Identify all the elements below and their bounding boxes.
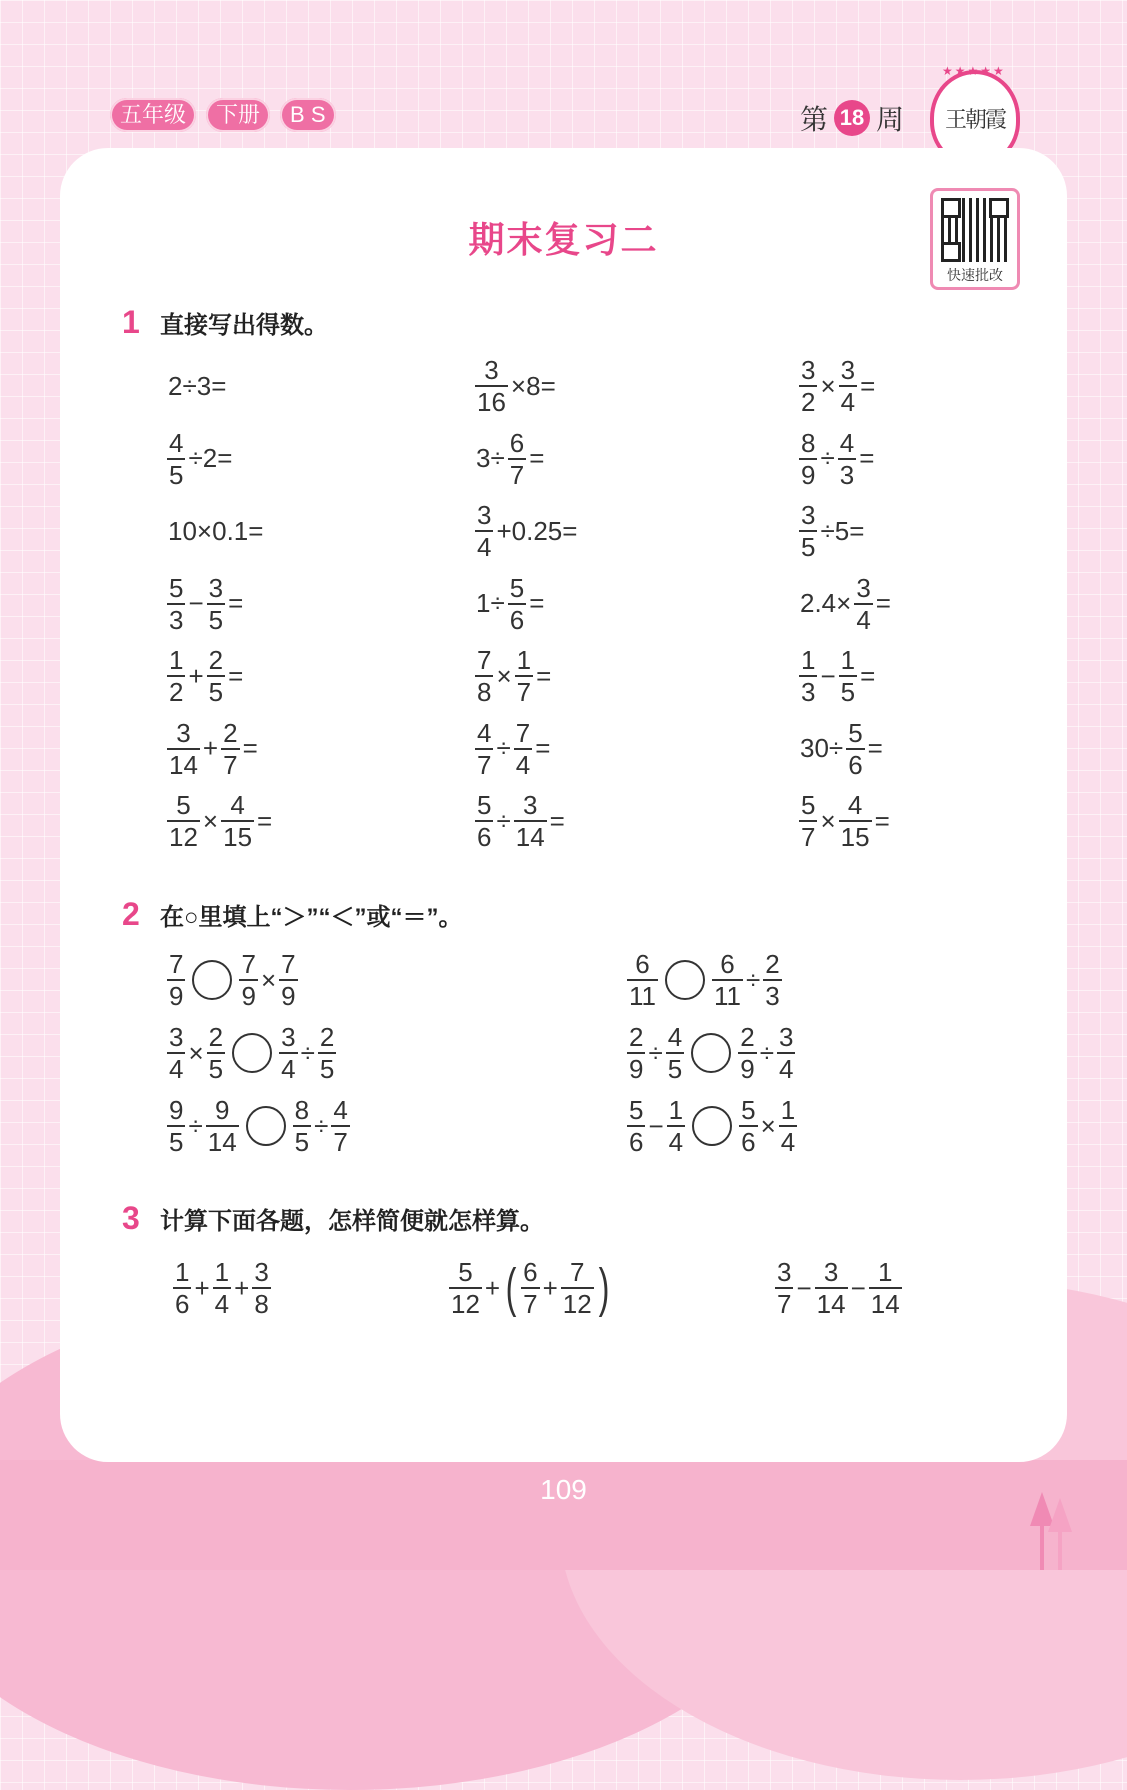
fraction-numerator: 2 (740, 1022, 755, 1052)
section-number: 1 (122, 304, 140, 340)
expression-text: ÷ (496, 805, 511, 836)
fraction-numerator: 1 (780, 1095, 796, 1125)
fraction (799, 357, 817, 415)
fraction (167, 572, 185, 635)
fraction-denominator: 12 (169, 822, 198, 852)
math-expression (626, 948, 783, 1012)
fraction-denominator: 5 (169, 1127, 184, 1157)
volume-tag: 下册 (206, 98, 270, 132)
expression-text: × (188, 1037, 204, 1068)
fraction-denominator: 9 (241, 981, 256, 1011)
math-expression[interactable] (798, 789, 892, 853)
fraction-denominator: 14 (169, 749, 198, 780)
fraction-denominator: 2 (169, 677, 184, 707)
fraction-numerator: 1 (516, 645, 532, 675)
math-expression[interactable] (474, 499, 579, 563)
fraction-numerator: 3 (281, 1022, 296, 1052)
fraction-numerator: 9 (169, 1095, 184, 1125)
comparison-circle[interactable] (246, 1106, 286, 1146)
expression-text: ÷ (759, 1037, 774, 1068)
comparison-circle[interactable] (192, 960, 232, 1000)
expression-text: = (867, 733, 883, 763)
fraction-denominator: 4 (668, 1127, 684, 1157)
fraction-numerator: 5 (169, 572, 184, 603)
fraction-numerator: 7 (169, 949, 184, 979)
expression-text: = (860, 660, 876, 691)
math-expression[interactable] (166, 717, 260, 781)
math-expression[interactable] (474, 572, 546, 636)
fraction (869, 1259, 902, 1317)
fraction-denominator: 14 (870, 1289, 900, 1319)
expression-text: 1÷ (476, 588, 505, 618)
math-expression[interactable] (474, 427, 546, 491)
fraction-numerator: 7 (477, 645, 492, 675)
math-expression (626, 1094, 798, 1158)
fraction (738, 1024, 756, 1082)
fraction-denominator: 4 (214, 1289, 230, 1319)
fraction (799, 502, 817, 560)
parenthesis: ( (505, 1258, 517, 1318)
fraction (815, 1259, 848, 1317)
fraction-numerator: 3 (254, 1257, 269, 1287)
fraction (173, 1259, 191, 1317)
fraction-numerator: 7 (515, 717, 531, 748)
fraction-numerator: 4 (839, 427, 855, 458)
fraction-numerator: 3 (823, 1257, 839, 1287)
fraction-numerator: 3 (169, 1022, 184, 1052)
expression-text: ÷ (820, 443, 835, 473)
fraction-numerator: 3 (856, 572, 871, 603)
fraction (508, 427, 526, 490)
fraction-numerator: 4 (847, 790, 863, 820)
fraction-numerator: 6 (720, 949, 735, 979)
fraction-numerator: 5 (801, 790, 816, 820)
parenthesis: ) (598, 1258, 610, 1318)
fraction-denominator: 4 (840, 387, 856, 417)
fraction (839, 357, 857, 415)
page-title: 期末复习二 (468, 219, 659, 260)
expression-text: 30÷ (800, 733, 844, 763)
fraction-numerator: 5 (629, 1095, 644, 1125)
fraction (846, 717, 864, 780)
fraction-denominator: 12 (451, 1289, 480, 1319)
expression-text: ÷ (496, 733, 511, 763)
fraction-denominator: 14 (816, 1289, 846, 1319)
fraction-denominator: 5 (840, 677, 856, 707)
expression-text: ÷ (188, 1110, 203, 1141)
star-icon: ★★★★★ (942, 64, 1006, 78)
expression-text: + (484, 1272, 501, 1303)
expression-text: − (820, 660, 836, 691)
fraction (515, 647, 533, 705)
expression-text: ÷ (314, 1110, 329, 1141)
fraction (475, 647, 493, 705)
fraction-denominator: 16 (477, 387, 506, 417)
fraction-numerator: 3 (484, 355, 499, 385)
fraction-denominator: 9 (740, 1054, 755, 1084)
fraction (252, 1259, 270, 1317)
fraction-denominator: 2 (801, 387, 816, 417)
fraction-denominator: 5 (319, 1054, 335, 1084)
fraction-numerator: 4 (477, 717, 492, 748)
fraction-numerator: 6 (635, 949, 650, 979)
fraction-numerator: 4 (333, 1095, 348, 1125)
fraction-numerator: 8 (294, 1095, 310, 1125)
math-expression[interactable] (474, 789, 567, 853)
fraction (627, 1097, 645, 1155)
fraction-numerator: 1 (169, 645, 184, 675)
fraction (167, 1097, 185, 1155)
expression-text: = (535, 733, 551, 763)
math-expression[interactable] (448, 1256, 613, 1320)
fraction-denominator: 15 (840, 822, 870, 852)
fraction-denominator: 4 (515, 749, 531, 780)
fraction (221, 792, 254, 850)
fraction-denominator: 6 (175, 1289, 190, 1319)
expression-text: = (228, 660, 244, 691)
fraction-denominator: 14 (207, 1127, 237, 1157)
expression-text: = (874, 805, 890, 836)
fraction (514, 717, 532, 780)
expression-text: + (542, 1272, 558, 1303)
fraction-denominator: 9 (801, 459, 816, 490)
fraction (799, 792, 817, 850)
fraction (514, 792, 547, 850)
fraction (167, 647, 185, 705)
fraction-denominator: 7 (509, 459, 525, 490)
fraction-denominator: 5 (667, 1054, 683, 1084)
expression-text: − (796, 1272, 812, 1303)
fraction-denominator: 9 (169, 981, 184, 1011)
fraction (475, 792, 493, 850)
fraction-numerator: 3 (477, 500, 492, 530)
fraction-denominator: 7 (223, 749, 238, 780)
fraction (475, 717, 493, 780)
fraction (839, 647, 857, 705)
expression-text: × (496, 660, 512, 691)
expression-text: × (260, 964, 277, 995)
section-number: 2 (122, 896, 140, 932)
fraction-numerator: 1 (175, 1257, 190, 1287)
fraction (213, 1259, 231, 1317)
expression-text: 2.4× (800, 588, 852, 618)
fraction (207, 572, 225, 635)
fraction (763, 951, 781, 1009)
fraction (799, 427, 817, 490)
fraction (777, 1024, 795, 1082)
fraction (167, 792, 200, 850)
math-expression (626, 1021, 796, 1085)
expression-text: × (820, 370, 836, 401)
fraction (167, 951, 185, 1009)
fraction (561, 1259, 594, 1317)
fraction (449, 1259, 482, 1317)
fraction-denominator: 6 (741, 1127, 756, 1157)
fraction-numerator: 5 (509, 572, 525, 603)
fraction (779, 1097, 797, 1155)
fraction-numerator: 5 (477, 790, 492, 820)
comparison-circle[interactable] (691, 1033, 731, 1073)
fraction-numerator: 1 (877, 1257, 893, 1287)
fraction-denominator: 11 (629, 981, 656, 1011)
fraction-numerator: 4 (169, 427, 184, 458)
fraction-denominator: 7 (333, 1127, 348, 1157)
fraction (712, 951, 743, 1009)
week-suffix: 周 (876, 104, 905, 135)
expression-text: 2÷3= (168, 370, 227, 401)
fraction (331, 1097, 349, 1155)
expression-text: ÷ (648, 1037, 663, 1068)
expression-text: ÷ (300, 1037, 315, 1068)
math-expression[interactable] (798, 644, 877, 708)
comparison-circle[interactable] (232, 1033, 272, 1073)
fraction-denominator: 5 (208, 1054, 224, 1084)
fraction-denominator: 5 (801, 532, 816, 562)
arrow-up-icon (1030, 1492, 1074, 1570)
fraction-denominator: 4 (169, 1054, 184, 1084)
fraction (739, 1097, 757, 1155)
fraction-denominator: 3 (169, 604, 184, 635)
expression-text: = (529, 443, 545, 473)
fraction (667, 1097, 685, 1155)
fraction-denominator: 12 (562, 1289, 592, 1319)
week-number-badge: 18 (834, 100, 870, 136)
fraction-numerator: 1 (801, 645, 816, 675)
fraction (666, 1024, 684, 1082)
fraction-denominator: 3 (839, 459, 855, 490)
fraction (318, 1024, 336, 1082)
section-instruction: 计算下面各题，怎样简便就怎样算。 (160, 1208, 544, 1235)
fraction (521, 1259, 539, 1317)
math-expression[interactable] (474, 644, 553, 708)
fraction (839, 792, 872, 850)
fraction (475, 502, 493, 560)
fraction-denominator: 11 (714, 981, 741, 1011)
fraction-numerator: 2 (208, 1022, 224, 1052)
expression-text: = (257, 805, 273, 836)
week-prefix: 第 (800, 104, 829, 135)
fraction (838, 427, 856, 490)
grade-tag: 五年级 (110, 98, 196, 132)
fraction-numerator: 5 (458, 1257, 473, 1287)
fraction-numerator: 3 (840, 355, 856, 385)
section-number: 3 (122, 1200, 140, 1236)
section-3-heading (122, 1200, 544, 1237)
math-expression[interactable] (166, 499, 265, 563)
comparison-circle[interactable] (665, 960, 705, 1000)
fraction-numerator: 7 (569, 1257, 585, 1287)
fraction-numerator: 7 (241, 949, 256, 979)
comparison-circle[interactable] (692, 1106, 732, 1146)
expression-text: = (529, 588, 545, 618)
expression-text: − (648, 1110, 664, 1141)
fraction-numerator: 2 (223, 717, 238, 748)
fraction (221, 717, 239, 780)
expression-text: = (875, 588, 891, 618)
fraction-denominator: 4 (780, 1127, 796, 1157)
fraction-denominator: 7 (777, 1289, 792, 1319)
fraction-numerator: 4 (230, 790, 245, 820)
expression-text: + (194, 1272, 210, 1303)
fraction-numerator: 3 (208, 572, 224, 603)
fraction (167, 1024, 185, 1082)
fraction-denominator: 6 (477, 822, 492, 852)
fraction (475, 357, 508, 415)
math-expression[interactable] (166, 644, 245, 708)
math-expression[interactable] (166, 572, 245, 636)
page-number: 109 (540, 1474, 587, 1505)
expression-text: ×8= (510, 370, 556, 401)
fraction-denominator: 6 (629, 1127, 644, 1157)
section-1-heading (122, 304, 328, 341)
fraction-denominator: 4 (778, 1054, 794, 1084)
math-expression (166, 1021, 337, 1085)
fraction-denominator: 8 (477, 677, 492, 707)
fraction-numerator: 1 (668, 1095, 684, 1125)
math-expression[interactable] (774, 1256, 903, 1320)
expression-text: = (859, 443, 875, 473)
fraction (239, 951, 257, 1009)
fraction-denominator: 15 (223, 822, 253, 852)
math-expression[interactable] (798, 354, 877, 418)
fraction (167, 427, 185, 490)
math-expression[interactable] (474, 717, 552, 781)
fraction-denominator: 5 (294, 1127, 310, 1157)
section-instruction: 直接写出得数。 (160, 312, 328, 339)
fraction-numerator: 3 (778, 1022, 794, 1052)
fraction (207, 647, 225, 705)
fraction-denominator: 4 (856, 604, 871, 635)
fraction-denominator: 9 (281, 981, 296, 1011)
fraction-numerator: 2 (208, 645, 224, 675)
math-expression[interactable] (798, 499, 866, 563)
fraction (775, 1259, 793, 1317)
fraction (279, 951, 297, 1009)
expression-text: ÷5= (820, 515, 865, 546)
qr-label: 快速批改 (947, 267, 1003, 283)
logo-text: 王朝霞 (944, 107, 1005, 133)
math-expression[interactable] (798, 717, 885, 781)
fraction (206, 1097, 239, 1155)
fraction-denominator: 4 (477, 532, 492, 562)
fraction-denominator: 3 (765, 981, 780, 1011)
expression-text: = (242, 733, 258, 763)
fraction-numerator: 5 (848, 717, 863, 748)
expression-text: × (202, 805, 219, 836)
fraction-denominator: 7 (516, 677, 532, 707)
fraction (293, 1097, 311, 1155)
fraction-numerator: 3 (801, 500, 816, 530)
fraction (854, 572, 872, 635)
expression-text: = (536, 660, 552, 691)
expression-text: = (549, 805, 565, 836)
fraction-numerator: 1 (840, 645, 856, 675)
fraction-numerator: 2 (319, 1022, 335, 1052)
grade-tags (110, 98, 336, 132)
week-label (800, 98, 904, 138)
fraction-denominator: 6 (509, 604, 525, 635)
fraction-denominator: 5 (169, 459, 184, 490)
math-expression[interactable] (172, 1256, 272, 1320)
expression-text: + (202, 733, 219, 763)
fraction-numerator: 1 (214, 1257, 230, 1287)
math-expression[interactable] (474, 354, 558, 418)
expression-text: +0.25= (496, 515, 578, 546)
expression-text: = (860, 370, 876, 401)
fraction-numerator: 3 (801, 355, 816, 385)
math-expression[interactable] (166, 789, 274, 853)
fraction-numerator: 3 (176, 717, 191, 748)
fraction-numerator: 2 (629, 1022, 644, 1052)
fraction (279, 1024, 297, 1082)
section-instruction: 在○里填上“＞”“＜”或“＝”。 (160, 904, 463, 931)
expression-text: = (228, 588, 244, 618)
fraction-numerator: 4 (667, 1022, 683, 1052)
fraction-denominator: 7 (801, 822, 816, 852)
math-expression[interactable] (166, 427, 234, 491)
expression-text: − (850, 1272, 866, 1303)
math-expression (166, 948, 299, 1012)
edition-tag: B S (280, 98, 335, 132)
math-expression[interactable] (798, 427, 876, 491)
fraction-denominator: 5 (208, 677, 224, 707)
fraction-denominator: 4 (281, 1054, 296, 1084)
fraction-numerator: 8 (801, 427, 816, 458)
expression-text: − (188, 588, 204, 618)
expression-text: 3÷ (476, 443, 505, 473)
fraction-numerator: 3 (522, 790, 538, 820)
fraction-numerator: 3 (777, 1257, 792, 1287)
math-expression (166, 1094, 351, 1158)
fraction (207, 1024, 225, 1082)
fraction-numerator: 9 (214, 1095, 230, 1125)
fraction (508, 572, 526, 635)
math-expression[interactable] (798, 572, 893, 636)
math-expression[interactable] (166, 354, 228, 418)
fraction (167, 717, 200, 780)
fraction (627, 1024, 645, 1082)
fraction-numerator: 2 (765, 949, 780, 979)
expression-text: 10×0.1= (168, 515, 264, 546)
fraction-denominator: 6 (848, 749, 863, 780)
fraction-denominator: 3 (801, 677, 816, 707)
expression-text: + (188, 660, 204, 691)
fraction-numerator: 5 (176, 790, 191, 820)
expression-text: ÷ (746, 964, 761, 995)
fraction-numerator: 5 (741, 1095, 756, 1125)
fraction (627, 951, 658, 1009)
fraction-denominator: 14 (515, 822, 545, 852)
expression-text: × (760, 1110, 776, 1141)
expression-text: × (820, 805, 836, 836)
fraction-denominator: 5 (208, 604, 224, 635)
fraction (799, 647, 817, 705)
expression-text: + (234, 1272, 250, 1303)
section-2-heading (122, 896, 463, 933)
fraction-denominator: 7 (523, 1289, 538, 1319)
fraction-numerator: 7 (281, 949, 296, 979)
fraction-denominator: 8 (254, 1289, 269, 1319)
fraction-denominator: 9 (629, 1054, 644, 1084)
fraction-numerator: 6 (523, 1257, 538, 1287)
fraction-denominator: 7 (477, 749, 492, 780)
fraction-numerator: 6 (509, 427, 525, 458)
expression-text: ÷2= (188, 443, 233, 473)
